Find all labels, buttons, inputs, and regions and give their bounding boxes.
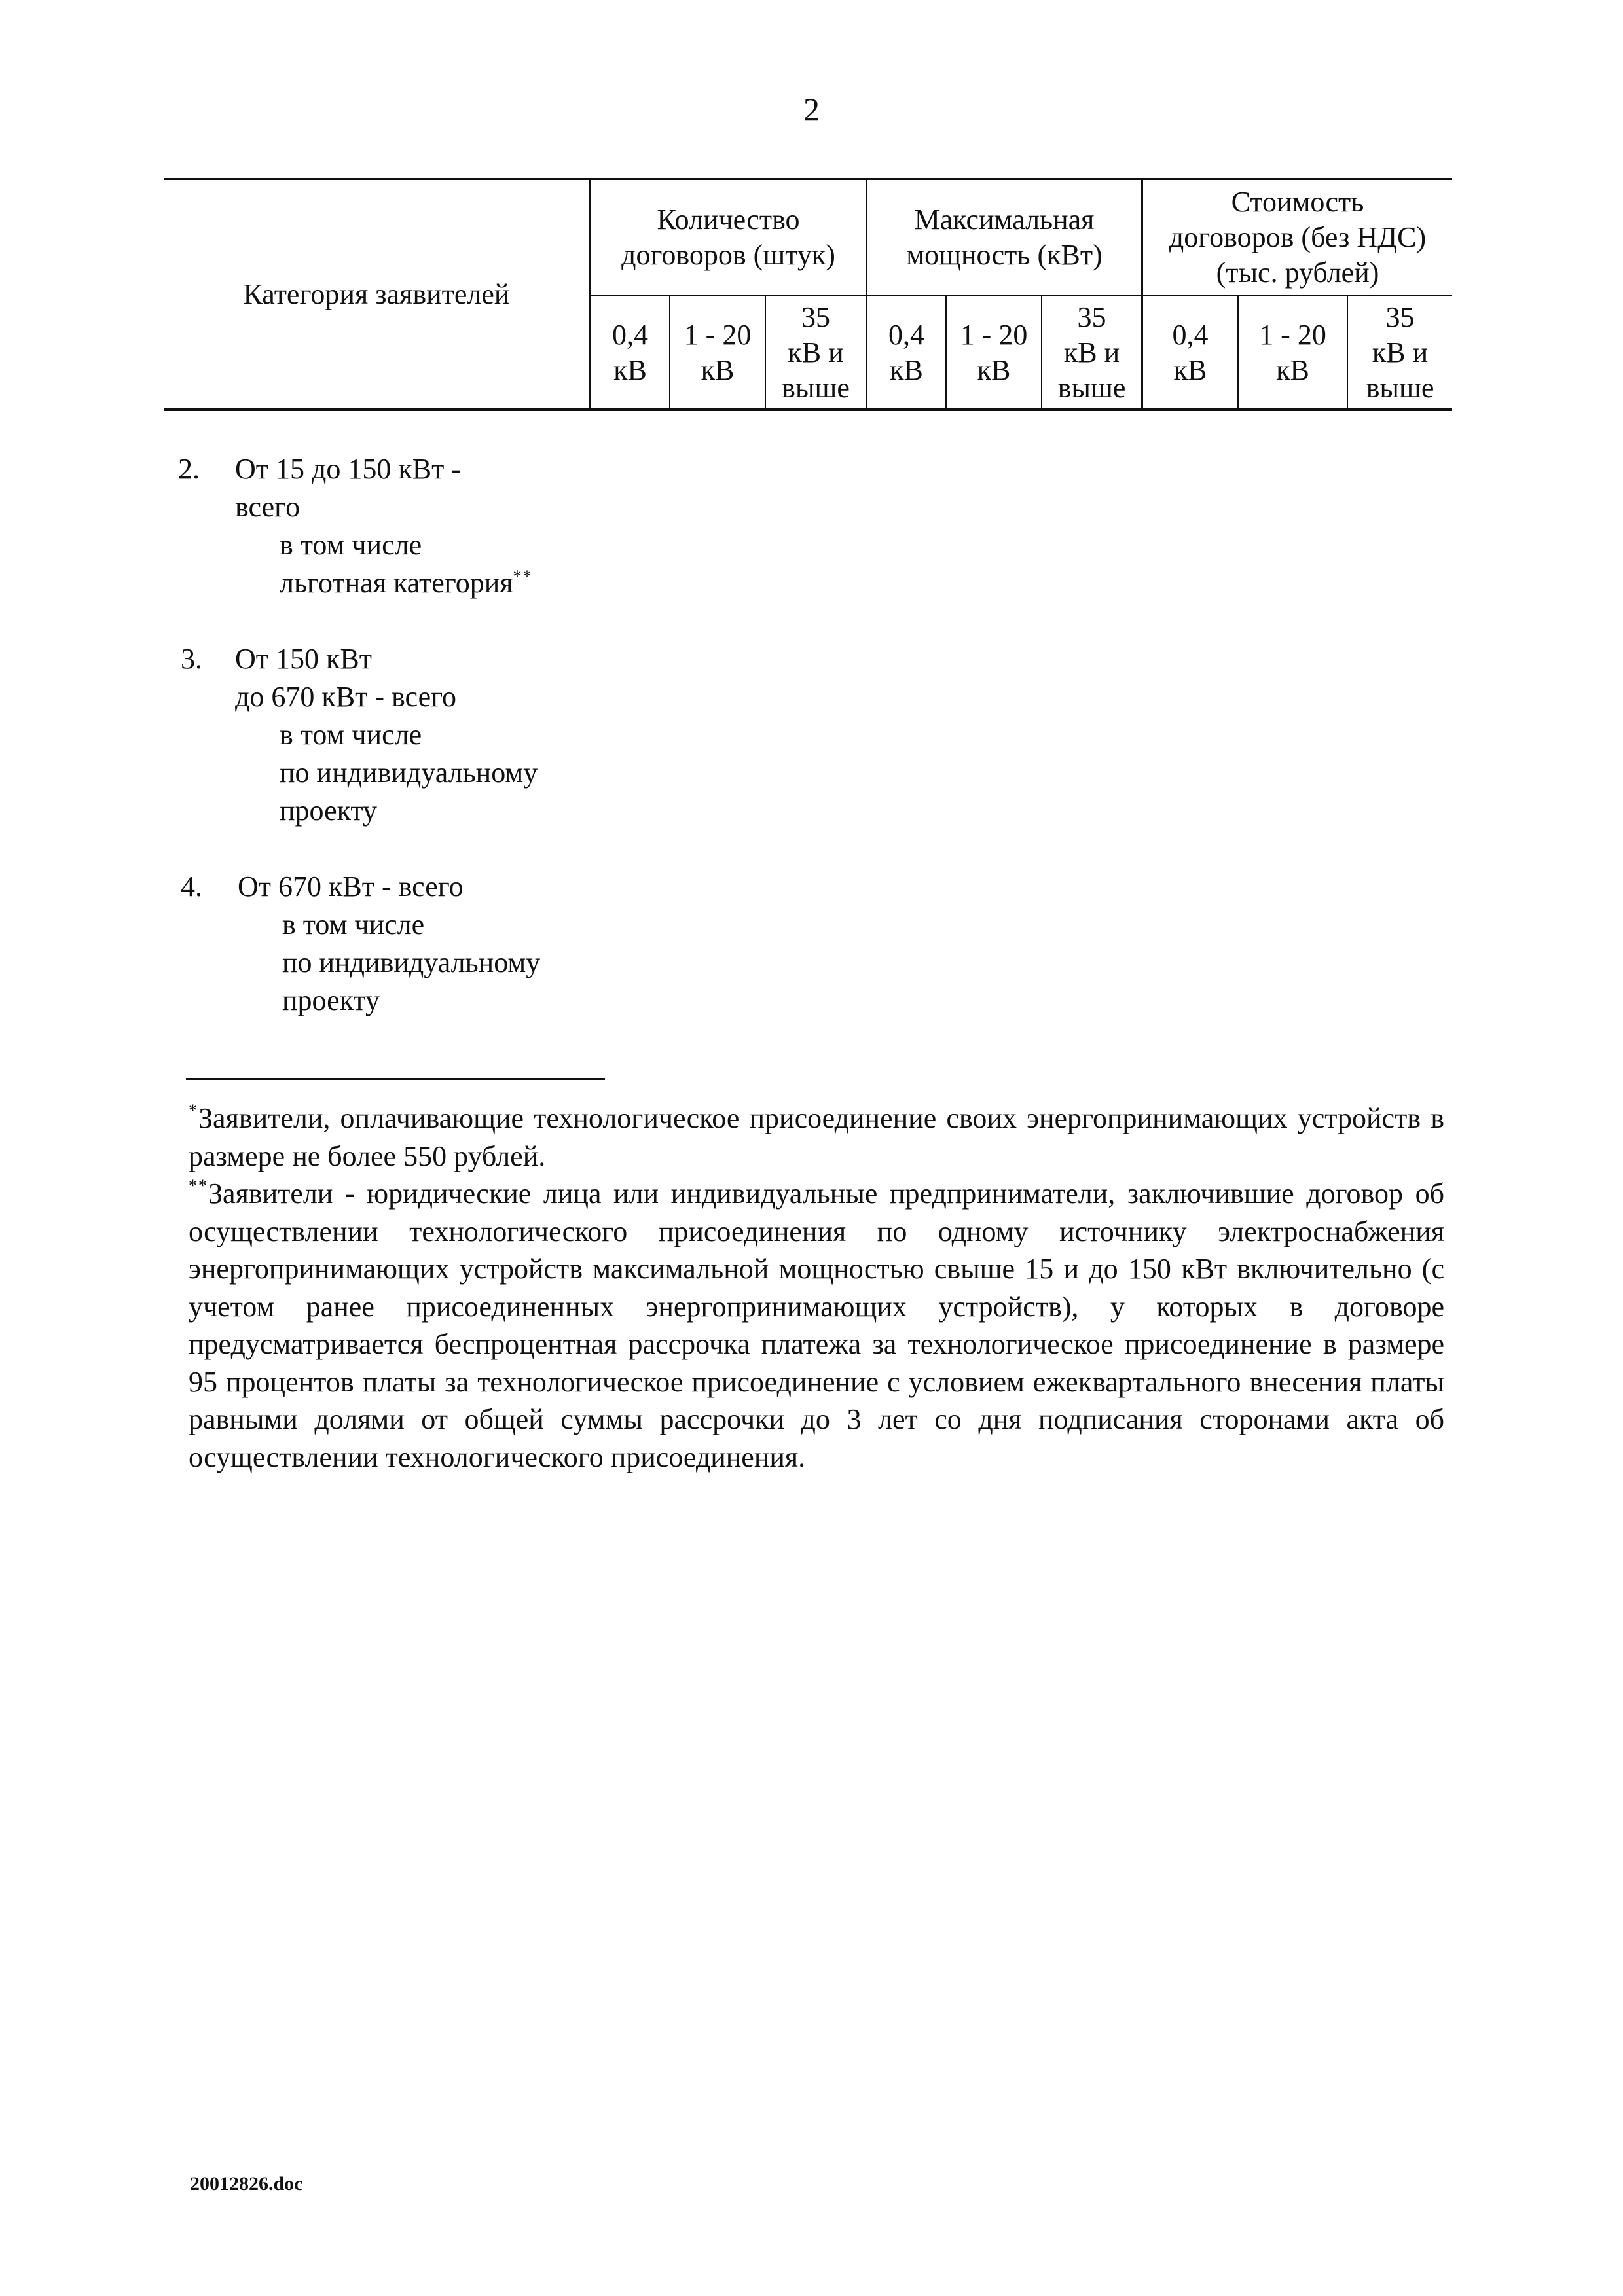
- subcol-0-4kv: 0,4 кВ: [888, 318, 924, 386]
- subcol-0-4kv: 0,4 кВ: [612, 318, 648, 386]
- group-header-count: Количество договоров (штук): [621, 204, 835, 271]
- subcol-1-20kv: 1 - 20 кВ: [1259, 318, 1326, 386]
- table-header: [164, 178, 1452, 412]
- item-line: в том числе: [280, 529, 422, 561]
- footnote-marker: **: [513, 567, 533, 586]
- item-number: 4.: [181, 870, 202, 903]
- subcol-0-4kv: 0,4 кВ: [1172, 318, 1209, 386]
- item-number: 3.: [181, 643, 202, 675]
- item-line: льготная категория**: [280, 567, 533, 599]
- item-line: От 150 кВт: [235, 643, 372, 675]
- subcol-1-20kv: 1 - 20 кВ: [960, 318, 1028, 386]
- item-line: до 670 кВт - всего: [235, 681, 457, 713]
- subcol-1-20kv: 1 - 20 кВ: [684, 318, 752, 386]
- footnote-2: **Заявители - юридические лица или индивидуальные предприниматели, заключившие договор об осуществлении технологического присоединения по одному источнику электроснабжения энергопринимающих устройств максимальной мощностью свыше 15 и до 150 кВт включительно (с учетом ранее присоединенных энергопринимающих устройств), у которых в договоре предусматривается беспроцентная рассрочка платежа за технологическое присоединение в размере 95 процентов платы за технологическое присоединение с условием ежеквартального внесения платы равными долями от общей суммы рассрочки до 3 лет со дня подписания сторонами акта об осуществлении технологического присоединения.: [189, 1176, 1444, 1473]
- item-line: проекту: [280, 795, 378, 827]
- footnote-separator: [186, 1078, 605, 1080]
- footnote-1: *Заявители, оплачивающие технологическое присоединение своих энергопринимающих устройств в размере не более 550 рублей.: [189, 1101, 1444, 1172]
- subcol-35kv: 35 кВ и выше: [1057, 300, 1126, 404]
- item-line: всего: [235, 491, 301, 523]
- group-header-power: Максимальная мощность (кВт): [906, 204, 1103, 271]
- item-line: в том числе: [282, 908, 425, 941]
- group-header-cost: Стоимость договоров (без НДС) (тыс. рублей): [1169, 186, 1427, 289]
- subcol-35kv: 35 кВ и выше: [782, 300, 850, 404]
- footnote-marker: *: [189, 1101, 198, 1120]
- page-number: 2: [803, 91, 820, 128]
- item-line: по индивидуальному: [280, 757, 538, 789]
- item-line: в том числе: [280, 719, 422, 751]
- footnote-marker: **: [189, 1176, 208, 1195]
- item-line: по индивидуальному: [282, 946, 541, 978]
- item-line: проекту: [282, 984, 380, 1016]
- item-line: От 670 кВт - всего: [238, 870, 464, 903]
- item-line: От 15 до 150 кВт -: [235, 453, 461, 485]
- item-number: 2.: [178, 453, 200, 485]
- file-name: 20012826.doc: [190, 2173, 303, 2195]
- subcol-35kv: 35 кВ и выше: [1366, 300, 1434, 404]
- category-header: Категория заявителей: [243, 278, 510, 310]
